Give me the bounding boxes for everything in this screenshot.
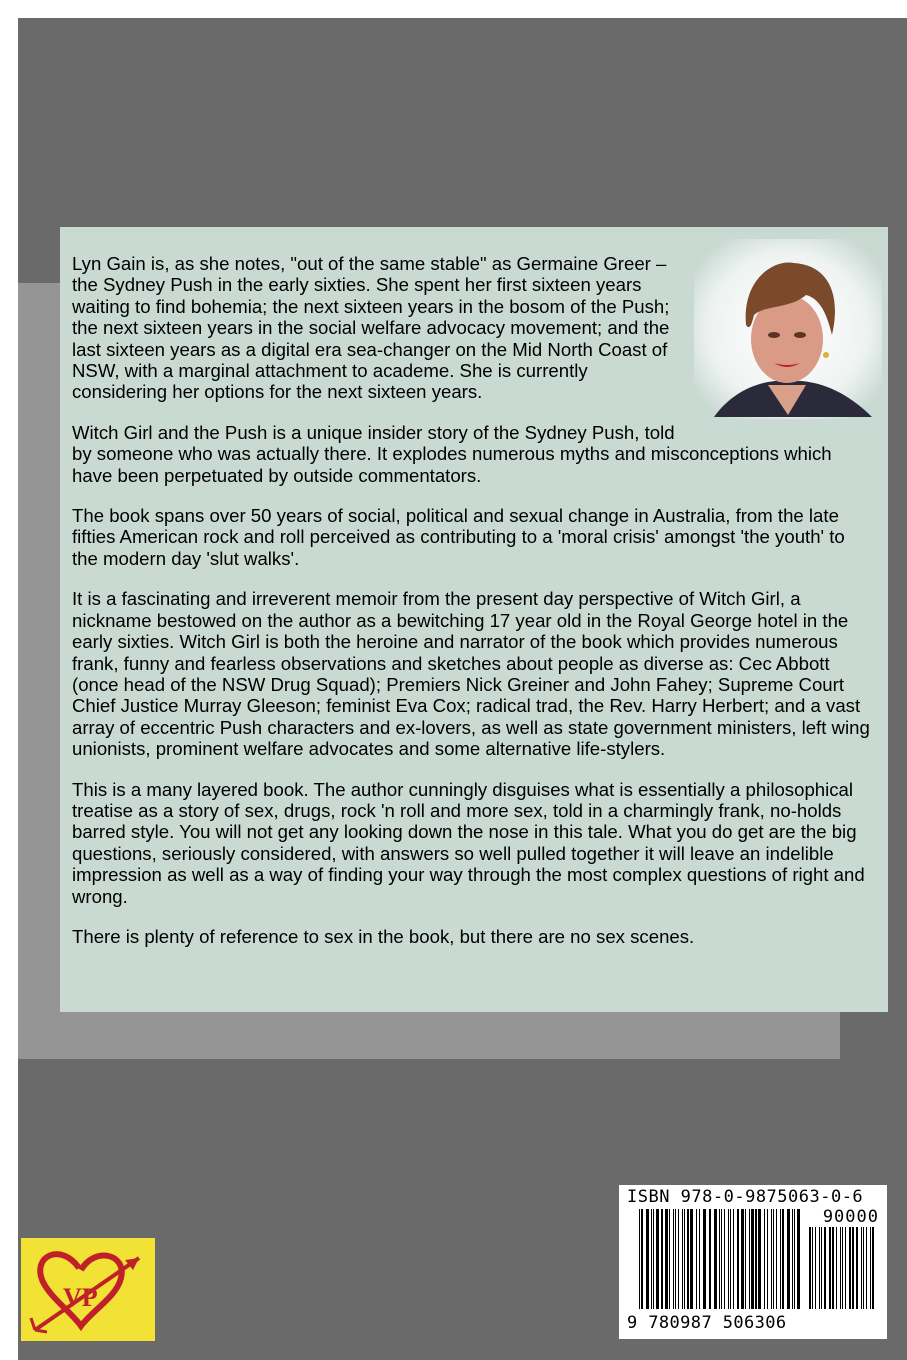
- blurb-paragraph: The book spans over 50 years of social, political and sexual change in Australia, from the late fifties American rock and roll perceived as contributing to a 'moral crisis' amongst 'the youth' to the modern day 'slut walks'.: [72, 505, 845, 569]
- price-addon: 90000: [822, 1207, 879, 1227]
- blurb-paragraph: Witch Girl and the Push is a unique insider story of the Sydney Push, told by someone who was actually there. It explodes numerous myths and misconceptions which have been perpetuated by outside commentators.: [72, 421, 832, 486]
- publisher-logo: [21, 1238, 155, 1341]
- logo-text: VP: [63, 1283, 98, 1312]
- blurb-paragraph: There is plenty of reference to sex in the book, but there are no sex scenes.: [72, 925, 695, 947]
- blurb-paragraph: Lyn Gain is, as she notes, "out of the same stable" as Germaine Greer – the Sydney Push in the early sixties. She spent her first sixteen years waiting to find bohemia; the next sixteen years in the bosom of the Push; the next sixteen years in the social welfare advocacy movement; and the last sixteen years as a digital era sea-changer on the Mid North Coast of NSW, with a marginal attachment to academe. She is currently considering her options for the next sixteen years.: [72, 253, 670, 403]
- author-photo: [694, 239, 882, 419]
- blurb-paragraph: It is a fascinating and irreverent memoir from the present day perspective of Witch Girl, a nickname bestowed on the author as a bewitching 17 year old in the Royal George hotel in the early sixties. Witch Girl is both the heroine and narrator of the book which provides numerous frank, funny and fearless observations and sketches about people as diverse as: Cec Abbott (once head of the NSW Drug Squad); Premiers Nick Greiner and John Fahey; Supreme Court Chief Justice Murray Gleeson; feminist Eva Cox; radical trad, the Rev. Harry Herbert; and a vast array of eccentric Push characters and ex-lovers, as well as state government ministers, left wing unionists, prominent welfare advocates and some alternative life-stylers.: [72, 588, 870, 760]
- blurb-paragraph: This is a many layered book. The author cunningly disguises what is essentially a philosophical treatise as a story of sex, drugs, rock 'n roll and more sex, told in a charmingly frank, no-holds barred style. You will not get any looking down the nose in this tale. What you do get are the big questions, seriously considered, with answers so well pulled together it will leave an indelible impression as well as a way of finding your way through the most complex questions of right and wrong.: [72, 778, 865, 907]
- barcode-bars: [637, 1209, 877, 1313]
- isbn-number: ISBN 978-0-9875063-0-6: [627, 1187, 864, 1207]
- ean-number: 9 780987 506306: [627, 1313, 787, 1333]
- blurb-panel: [60, 227, 888, 1012]
- isbn-barcode: [619, 1185, 887, 1339]
